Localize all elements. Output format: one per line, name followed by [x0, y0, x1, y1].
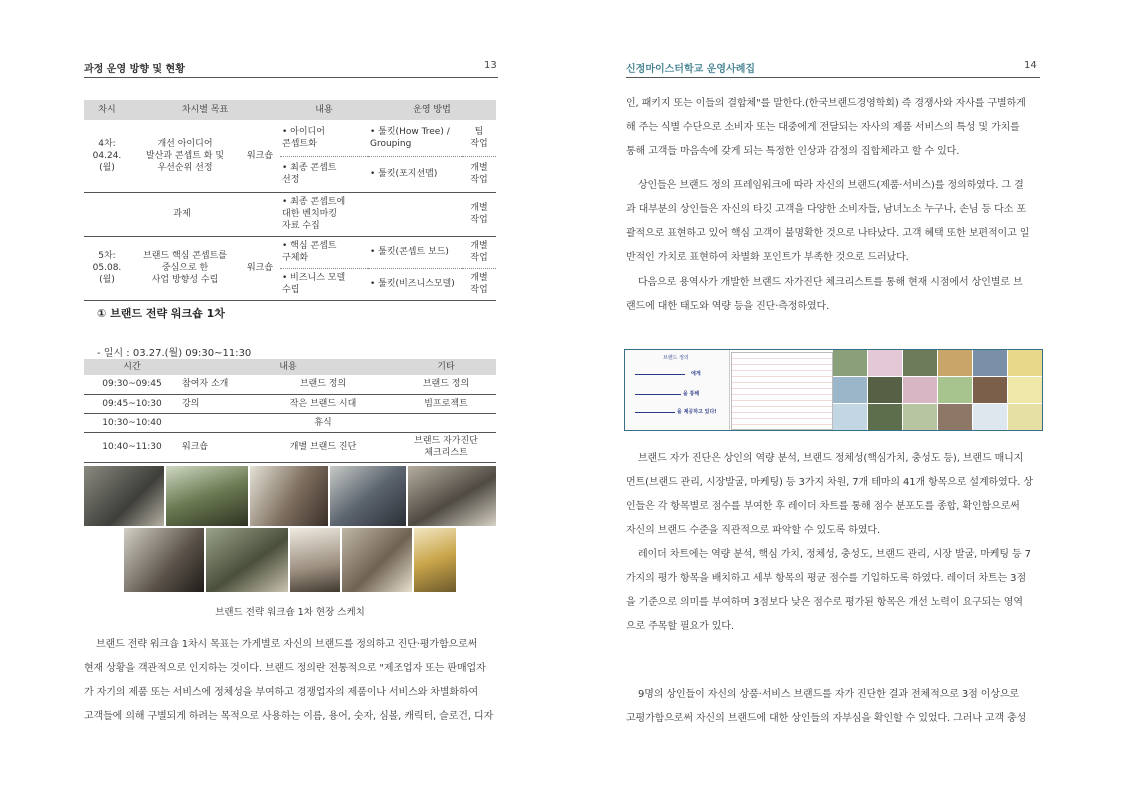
tool-cell: • 툴킷(How Tree) / Grouping	[370, 126, 450, 149]
participant-photo	[973, 350, 1007, 376]
task-label: 과제	[173, 209, 191, 219]
header-rule	[84, 77, 498, 78]
brand-diagnosis-image-strip	[624, 349, 1043, 431]
goal-4: 개선 아이디어 발산과 콘셉트 화 및 우선순위 선정	[130, 120, 240, 192]
table-row	[84, 413, 496, 432]
col-header-goal: 차시별 목표	[130, 100, 280, 120]
blank-line	[635, 394, 681, 395]
schedule-text: - 일시 : 03.27.(월) 09:30~11:30	[97, 348, 252, 359]
content-cell: 휴식	[314, 417, 332, 428]
text-line: 인들은 각 항목별로 점수를 부여한 후 레이더 차트를 통해 점수 분포도를 종합, 확인함으로써	[626, 501, 1020, 512]
body-paragraph	[626, 447, 1040, 543]
table-row	[84, 432, 496, 462]
participant-photo	[938, 350, 972, 376]
etc-cell	[396, 413, 496, 432]
work-cell: 팀 작업	[470, 126, 488, 149]
etc-cell: 브랜드 자가진단 체크리스트	[414, 436, 478, 458]
text-line: 괄적으로 표현하고 있어 핵심 고객이 불명확한 것으로 나타났다. 고객 혜택 또한 보편적이고 일	[626, 228, 1030, 239]
etc-cell: 브랜드 정의	[422, 379, 470, 390]
content-cell: • 아이디어 콘셉트화	[282, 126, 325, 149]
body-paragraph	[626, 174, 1040, 270]
sub-cell	[180, 413, 250, 432]
session-5: 5차: 05.08. (월)	[84, 236, 130, 300]
text-line: 가 자기의 제품 또는 서비스에 정체성을 부여하고 경쟁업자의 제품이나 서비스와 차별화하여	[84, 687, 479, 698]
body-paragraph	[626, 683, 1040, 731]
work-cell: 개별 작업	[470, 273, 488, 295]
body-paragraph	[626, 271, 1040, 319]
blank-line	[635, 374, 685, 375]
body-paragraph	[626, 543, 1040, 639]
photo	[250, 466, 328, 526]
header-rule	[626, 77, 1040, 78]
text-line: 인, 패키지 또는 이들의 결합체"를 말한다.(한국브랜드경영학회) 즉 경쟁사와 자사를 구별하게	[626, 98, 1026, 109]
photo-caption: 브랜드 전략 워크숍 1차 현장 스케치	[215, 607, 365, 618]
blank-line	[635, 412, 675, 413]
text-line: 브랜드 자가 진단은 상인의 역량 분석, 브랜드 정체성(핵심가치, 충성도 등), 브랜드 매니지	[638, 453, 1024, 464]
schedule-table	[84, 359, 496, 463]
workshop-photo-collage	[84, 466, 496, 592]
text-line: 으로 주목할 필요가 있다.	[626, 621, 734, 632]
photo	[84, 466, 164, 526]
content-cell: 개별 브랜드 진단	[289, 442, 357, 452]
text-line: 고평가함으로써 자신의 브랜드에 대한 상인들의 자부심을 확인할 수 있었다. 그러나 고객 충성	[626, 713, 1027, 724]
page-header-title: 과정 운영 방향 및 현황	[84, 64, 185, 75]
participant-photo	[868, 350, 902, 376]
table-row	[84, 375, 496, 394]
page-number: 13	[484, 60, 497, 71]
text-line: 과 대부분의 상인들은 자신의 타깃 고객을 다양한 소비자들, 남녀노소 누구나, 손님 등 다소 포	[626, 204, 1026, 215]
time-cell: 09:45~10:30	[102, 398, 162, 409]
section-title: ① 브랜드 전략 워크숍 1차	[97, 307, 225, 320]
body-paragraph	[84, 633, 496, 729]
photo	[206, 528, 288, 592]
participant-photo	[868, 377, 902, 403]
participant-photo	[973, 404, 1007, 430]
page-number: 14	[1024, 60, 1037, 71]
work-cell: 개별 작업	[470, 241, 488, 263]
worksheet-label: 에게	[691, 371, 701, 377]
text-line: 랜드에 대한 태도와 역량 등을 진단·측정하였다.	[626, 301, 830, 312]
participant-photo	[1008, 377, 1042, 403]
col-header-method: 운영 방법	[368, 100, 496, 120]
participants-photo-grid	[833, 350, 1042, 430]
participant-photo	[903, 350, 937, 376]
photo	[330, 466, 406, 526]
brand-definition-worksheet	[625, 350, 730, 430]
col-header-session: 차시	[84, 100, 130, 120]
tool-cell: • 툴킷(비즈니스모델)	[370, 279, 455, 289]
etc-cell: 빔프로젝트	[424, 398, 468, 409]
left-page	[0, 0, 560, 793]
participant-photo	[868, 404, 902, 430]
text-line: 가지의 평가 항목을 배치하고 세부 항목의 평균 점수를 기입하도록 하였다. 레이더 차트는 3점	[626, 573, 1027, 584]
participant-photo	[903, 404, 937, 430]
goal-5: 브랜드 핵심 콘셉트를 중심으로 한 사업 방향성 수립	[130, 236, 240, 300]
photo	[408, 466, 496, 526]
text-line: 반적인 가치로 표현하여 차별화 포인트가 부족한 것으로 드러났다.	[626, 252, 909, 263]
curriculum-table	[84, 100, 496, 301]
participant-photo	[903, 377, 937, 403]
page-header-title: 신정마이스터학교 운영사례집	[626, 64, 756, 75]
participant-photo	[973, 377, 1007, 403]
text-line: 레이더 차트에는 역량 분석, 핵심 가치, 정체성, 충성도, 브랜드 관리, 시장 발굴, 마케팅 등 7	[638, 549, 1031, 560]
col-header-etc: 기타	[396, 359, 496, 375]
participant-photo	[833, 350, 867, 376]
format-4: 워크숍	[240, 120, 280, 192]
text-line: 먼트(브랜드 관리, 시장발굴, 마케팅) 등 3가지 차원, 7개 테마의 41개 항목으로 설계하였다. 상	[626, 477, 1033, 488]
photo	[124, 528, 204, 592]
col-header-time: 시간	[84, 359, 180, 375]
right-page	[560, 0, 1121, 793]
tool-cell: • 툴킷(포지션맵)	[370, 169, 438, 179]
participant-photo	[1008, 350, 1042, 376]
table-row	[84, 394, 496, 413]
worksheet-label: 을 통해	[683, 391, 700, 397]
text-line: 고객들에 의해 구별되게 하려는 목적으로 사용하는 이름, 용어, 숫자, 심볼, 캐릭터, 슬로건, 디자	[84, 711, 494, 722]
text-line: 해 주는 식별 수단으로 소비자 또는 대중에게 전달되는 자사의 제품 서비스의 특성 및 가치를	[626, 122, 1020, 133]
photo	[290, 528, 340, 592]
time-cell: 10:30~10:40	[102, 417, 162, 428]
photo	[166, 466, 248, 526]
body-paragraph	[626, 92, 1040, 164]
work-cell: 개별 작업	[470, 163, 488, 185]
text-line: 다음으로 용역사가 개발한 브랜드 자가진단 체크리스트를 통해 현재 시점에서 상인별로 브	[638, 277, 1023, 288]
work-cell: 개별 작업	[470, 203, 488, 225]
text-line: 자신의 브랜드 수준을 직관적으로 파악할 수 있도록 하였다.	[626, 525, 881, 536]
format-5: 워크숍	[240, 236, 280, 300]
tool-cell: • 툴킷(콘셉트 보드)	[370, 247, 449, 257]
participant-photo	[938, 377, 972, 403]
content-cell: • 최종 콘셉트에 대한 벤치마킹 자료 수집	[282, 197, 346, 231]
participant-photo	[938, 404, 972, 430]
session-4: 4차: 04.24. (월)	[84, 120, 130, 192]
sub-cell: 참여자 소개	[182, 379, 229, 390]
participant-photo	[833, 377, 867, 403]
time-cell: 09:30~09:45	[102, 379, 162, 390]
col-header-content: 내용	[280, 100, 368, 120]
sub-cell: 강의	[182, 398, 200, 409]
time-cell: 10:40~11:30	[102, 442, 162, 452]
worksheet-label: 을 제공하고 있다!	[677, 409, 717, 415]
text-line: 9명의 상인들이 자신의 상품·서비스 브랜드를 자가 진단한 결과 전체적으로 3점 이상으로	[638, 689, 1019, 700]
text-line: 통해 고객들 마음속에 갖게 되는 특정한 인상과 감정의 집합체라고 할 수 있다.	[626, 146, 960, 157]
text-line: 상인들은 브랜드 정의 프레임워크에 따라 자신의 브랜드(제품·서비스)를 정의하였다. 그 결	[638, 180, 1024, 191]
participant-photo	[1008, 404, 1042, 430]
content-cell: • 최종 콘셉트 선정	[282, 163, 337, 185]
text-line: 브랜드 전략 워크숍 1차시 목표는 가게별로 자신의 브랜드를 정의하고 진단·평가함으로써	[96, 639, 478, 650]
participant-photo	[833, 404, 867, 430]
checklist-sheet	[731, 352, 833, 430]
photo	[414, 528, 456, 592]
text-line: 을 기준으로 의미를 부여하며 3점보다 낮은 점수로 평가된 항목은 개선 노력이 요구되는 영역	[626, 597, 1023, 608]
text-line: 현재 상황을 객관적으로 인지하는 것이다. 브랜드 정의란 전통적으로 "제조업자 또는 판매업자	[84, 663, 486, 674]
sub-cell: 워크숍	[182, 442, 209, 452]
photo	[342, 528, 412, 592]
worksheet-title: 브랜드 정의	[663, 355, 689, 361]
content-cell: • 핵심 콘셉트 구체화	[282, 241, 337, 263]
content-cell: 브랜드 정의	[299, 379, 347, 390]
content-cell: 작은 브랜드 시대	[289, 398, 357, 409]
col-header-content: 내용	[180, 359, 396, 375]
content-cell: • 비즈니스 모델 수립	[282, 273, 346, 295]
